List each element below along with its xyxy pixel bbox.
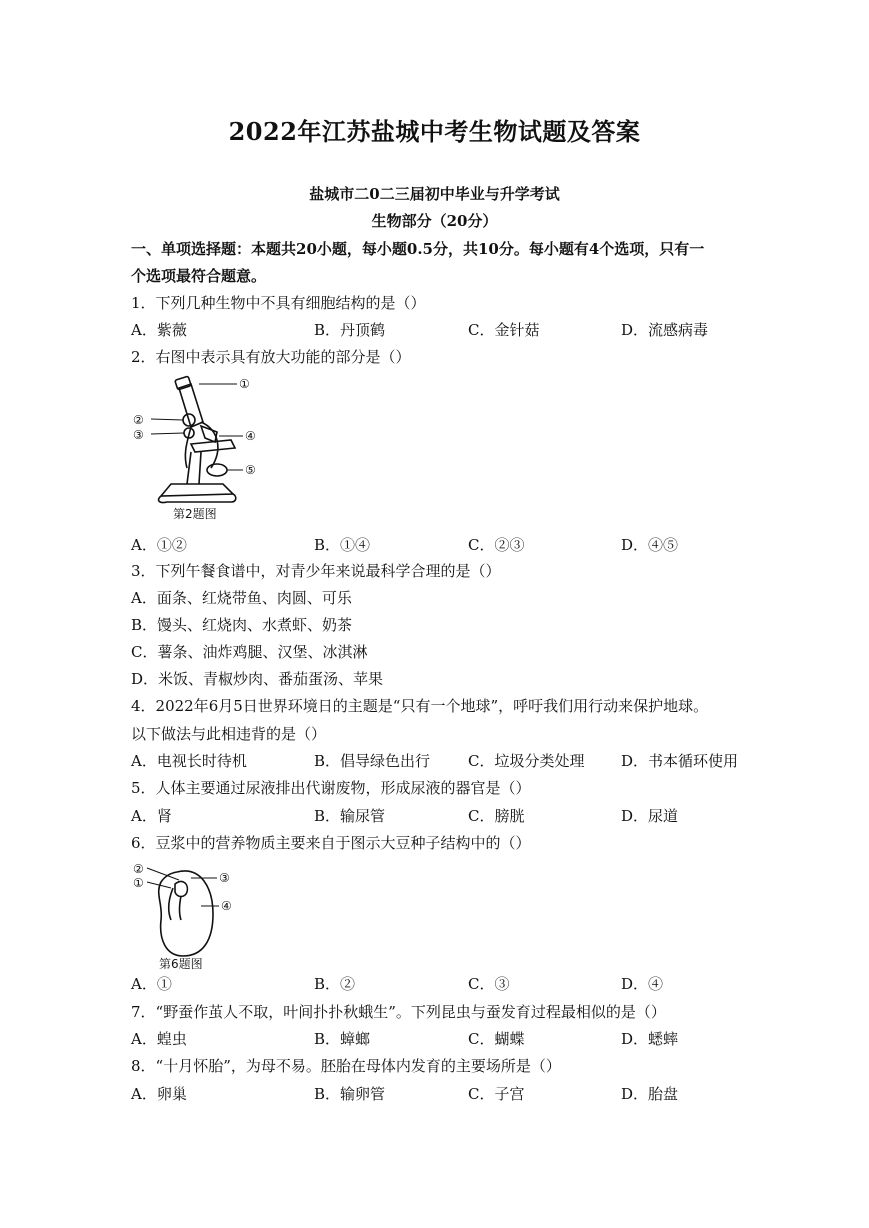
option-a: A．①② xyxy=(131,536,187,554)
question-8-options xyxy=(131,1083,751,1105)
question-1-stem: 1．下列几种生物中不具有细胞结构的是（） xyxy=(131,294,426,312)
option-c: C．膀胱 xyxy=(468,807,525,825)
option-d: D．书本循环使用 xyxy=(621,752,739,770)
option-d: D．尿道 xyxy=(621,807,679,825)
question-3-option-b: B．馒头、红烧肉、水煮虾、奶茶 xyxy=(131,616,353,634)
question-1-options xyxy=(131,319,751,341)
question-4-stem: 4．2022年6月5日世界环境日的主题是“只有一个地球”，呼吁我们用行动来保护地球。 xyxy=(131,697,709,715)
option-d: D．④ xyxy=(621,975,664,993)
figure-6-caption: 第6题图 xyxy=(159,957,203,971)
option-b: B．丹顶鹤 xyxy=(314,321,386,339)
option-c: C．垃圾分类处理 xyxy=(468,752,585,770)
question-6-stem: 6．豆浆中的营养物质主要来自于图示大豆种子结构中的（） xyxy=(131,834,531,852)
option-a: A．肾 xyxy=(131,807,172,825)
label-4: ④ xyxy=(245,429,256,443)
soybean-seed-image xyxy=(131,858,251,972)
option-b: B．输卵管 xyxy=(314,1085,386,1103)
question-4-stem-2: 以下做法与此相违背的是（） xyxy=(131,725,327,743)
option-b: B．输尿管 xyxy=(314,807,386,825)
option-c: C．②③ xyxy=(468,536,525,554)
question-3-option-a: A．面条、红烧带鱼、肉圆、可乐 xyxy=(131,589,352,607)
option-a: A．紫薇 xyxy=(131,321,187,339)
question-7-options xyxy=(131,1028,751,1050)
option-a: A．蝗虫 xyxy=(131,1030,187,1048)
label-3: ③ xyxy=(219,871,230,885)
microscope-image xyxy=(131,372,271,522)
label-3: ③ xyxy=(133,428,144,442)
option-b: B．② xyxy=(314,975,356,993)
question-3-option-d: D．米饭、青椒炒肉、番茄蛋汤、苹果 xyxy=(131,670,384,688)
option-b: B．蟑螂 xyxy=(314,1030,371,1048)
option-d: D．流感病毒 xyxy=(621,321,709,339)
question-6-options xyxy=(131,973,751,995)
soybean-seed-figure xyxy=(131,858,251,972)
option-b: B．倡导绿色出行 xyxy=(314,752,431,770)
label-1: ① xyxy=(239,377,250,391)
option-d: D．蟋蟀 xyxy=(621,1030,679,1048)
section-name: 生物部分（20分） xyxy=(371,212,498,230)
question-7-stem: 7．“野蚕作茧人不取，叶间扑扑秋蛾生”。下列昆虫与蚕发育过程最相似的是（） xyxy=(131,1003,666,1021)
option-d: D．④⑤ xyxy=(621,536,679,554)
question-8-stem: 8．“十月怀胎”，为母不易。胚胎在母体内发育的主要场所是（） xyxy=(131,1057,561,1075)
option-c: C．金针菇 xyxy=(468,321,540,339)
question-2-options xyxy=(131,534,751,556)
figure-2-caption: 第2题图 xyxy=(173,507,217,521)
label-4: ④ xyxy=(221,899,232,913)
question-3-option-c: C．薯条、油炸鸡腿、汉堡、冰淇淋 xyxy=(131,643,368,661)
label-1: ① xyxy=(133,876,144,890)
label-2: ② xyxy=(133,413,144,427)
question-3-stem: 3．下列午餐食谱中，对青少年来说最科学合理的是（） xyxy=(131,562,501,580)
exam-name: 盐城市二0二三届初中毕业与升学考试 xyxy=(309,185,560,203)
label-2: ② xyxy=(133,862,144,876)
option-c: C．子宫 xyxy=(468,1085,525,1103)
document-title: 2022年江苏盐城中考生物试题及答案 xyxy=(228,117,641,146)
option-a: A．① xyxy=(131,975,172,993)
instruction-line-2: 个选项最符合题意。 xyxy=(131,267,267,285)
question-4-options xyxy=(131,750,751,772)
option-b: B．①④ xyxy=(314,536,371,554)
option-d: D．胎盘 xyxy=(621,1085,679,1103)
question-5-stem: 5．人体主要通过尿液排出代谢废物，形成尿液的器官是（） xyxy=(131,779,531,797)
option-a: A．电视长时待机 xyxy=(131,752,247,770)
option-c: C．③ xyxy=(468,975,510,993)
question-5-options xyxy=(131,805,751,827)
label-5: ⑤ xyxy=(245,463,256,477)
question-2-stem: 2．右图中表示具有放大功能的部分是（） xyxy=(131,348,411,366)
instruction-line-1: 一、单项选择题：本题共20小题，每小题0.5分，共10分。每小题有4个选项，只有一 xyxy=(131,240,705,258)
microscope-figure xyxy=(131,372,271,522)
option-a: A．卵巢 xyxy=(131,1085,187,1103)
option-c: C．蝴蝶 xyxy=(468,1030,525,1048)
